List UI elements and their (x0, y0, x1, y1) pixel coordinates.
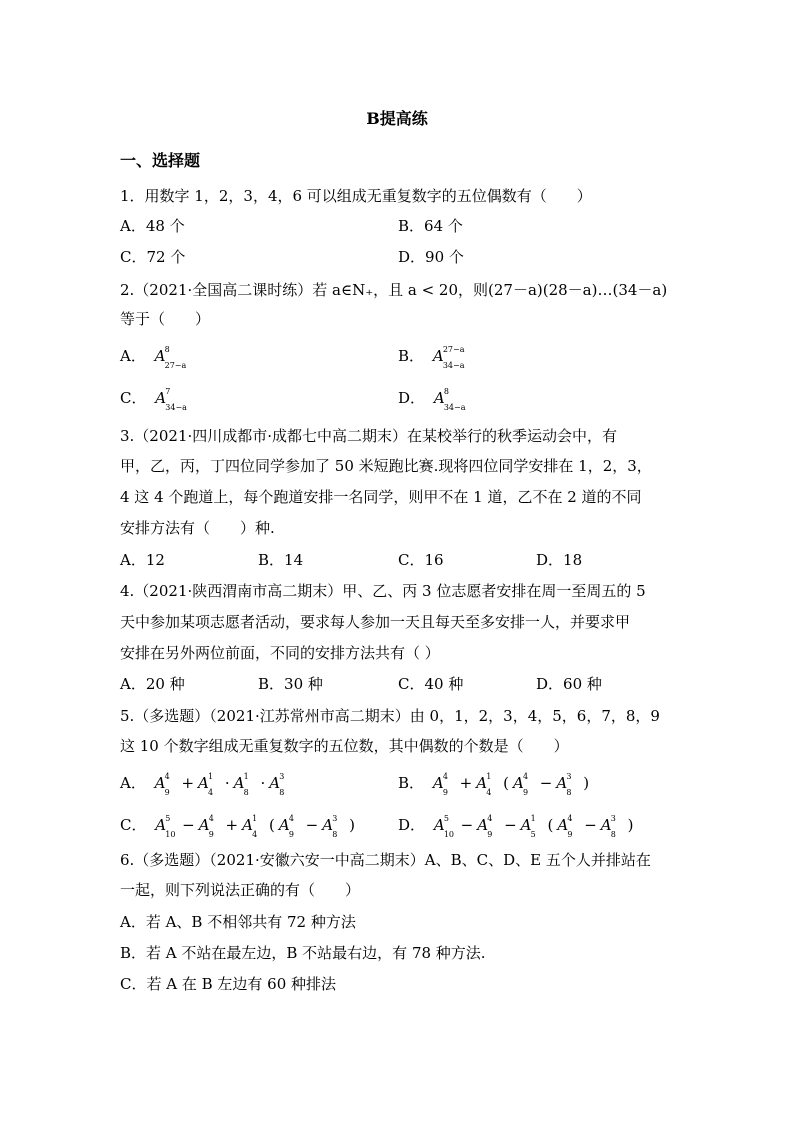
q2-option-d-label: D． (398, 389, 426, 407)
q2-option-d-formula: A 8 34−a (433, 387, 466, 412)
page-title: B提高练 (366, 109, 428, 128)
q2-option-c-formula: A 7 34−a (155, 387, 187, 412)
q1-option-b: B．64 个 (398, 217, 463, 235)
q5-line2: 这 10 个数字组成无重复数字的五位数，其中偶数的个数是（ ） (120, 737, 569, 755)
q5-option-c-label: C． (120, 816, 147, 834)
q5-option-b-label: B． (398, 774, 425, 792)
q4-option-c: C．40 种 (398, 675, 464, 693)
q1-option-c: C．72 个 (120, 248, 186, 266)
q1-option-d: D．90 个 (398, 248, 464, 266)
q3-line3: 4 这 4 个跑道上，每个跑道安排一名同学，则甲不在 1 道，乙不在 2 道的不同 (120, 488, 642, 506)
q5-option-a-formula: A 4 9 + A 1 4 · A 1 8 · A 3 8 (154, 772, 285, 797)
q5-option-c-formula: A 5 10 − A 4 9 + A 1 4 ( A 4 9 − A 3 8 ) (155, 814, 355, 839)
q5-line1: 5.（多选题）（2021·江苏常州市高二期末）由 0，1，2，3，4，5，6，7，8，9 (120, 707, 660, 725)
q3-line4: 安排方法有（ ）种. (120, 519, 275, 537)
q1-stem: 1．用数字 1，2，3，4，6 可以组成无重复数字的五位偶数有（ ） (120, 187, 592, 205)
q5-option-b (398, 772, 590, 797)
q6-line1: 6.（多选题）（2021·安徽六安一中高二期末）A、B、C、D、E 五个人并排站在 (120, 851, 651, 869)
q3-option-b: B．14 (258, 551, 304, 569)
q2-option-a (120, 345, 187, 370)
q6-option-a: A．若 A、B 不相邻共有 72 种方法 (120, 913, 356, 931)
q2-option-b (398, 345, 465, 370)
q4-option-d: D．60 种 (536, 675, 602, 693)
q3-line2: 甲，乙，丙，丁四位同学参加了 50 米短跑比赛.现将四位同学安排在 1，2，3， (120, 457, 652, 475)
section-heading: 一、选择题 (120, 151, 201, 170)
q2-option-c (120, 387, 187, 412)
q4-line1: 4.（2021·陕西渭南市高二期末）甲、乙、丙 3 位志愿者安排在周一至周五的 5 (120, 582, 646, 600)
q4-line2: 天中参加某项志愿者活动，要求每人参加一天且每天至多安排一人，并要求甲 (120, 613, 631, 631)
q5-option-d (398, 814, 634, 839)
q5-option-d-label: D． (398, 816, 426, 834)
q2-option-b-label: B． (398, 347, 425, 365)
q5-option-a-label: A． (120, 774, 146, 792)
q2-option-a-formula: A 8 27−a (154, 345, 187, 370)
q2-stem-line1: 2.（2021·全国高二课时练）若 a∈N₊，且 a < 20，则(27－a)(28－a)…(34－a) (120, 281, 668, 299)
q5-option-a (120, 772, 285, 797)
q3-option-a: A．12 (120, 551, 165, 569)
q6-option-b: B．若 A 不站在最左边，B 不站最右边，有 78 种方法. (120, 944, 486, 962)
q2-option-c-label: C． (120, 389, 147, 407)
q3-line1: 3.（2021·四川成都市·成都七中高二期末）在某校举行的秋季运动会中，有 (120, 427, 618, 445)
q2-option-a-label: A． (120, 347, 146, 365)
q6-line2: 一起，则下列说法正确的有（ ） (120, 881, 361, 899)
q2-stem-line2: 等于（ ） (120, 310, 211, 328)
q1-option-a: A．48 个 (120, 217, 185, 235)
q6-option-c: C．若 A 在 B 左边有 60 种排法 (120, 975, 337, 993)
q5-option-c (120, 814, 355, 839)
q2-option-d (398, 387, 466, 412)
q2-option-b-formula: A 27−a 34−a (432, 345, 465, 370)
q5-option-d-formula: A 5 10 − A 4 9 − A 1 5 ( A 4 9 − A 3 8 ) (433, 814, 634, 839)
q4-option-a: A．20 种 (120, 675, 185, 693)
q3-option-d: D．18 (536, 551, 583, 569)
q4-line3: 安排在另外两位前面，不同的安排方法共有（ ） (120, 644, 440, 662)
q4-option-b: B．30 种 (258, 675, 323, 693)
q5-option-b-formula: A 4 9 + A 1 4 ( A 4 9 − A 3 8 ) (432, 772, 590, 797)
q3-option-c: C．16 (398, 551, 444, 569)
